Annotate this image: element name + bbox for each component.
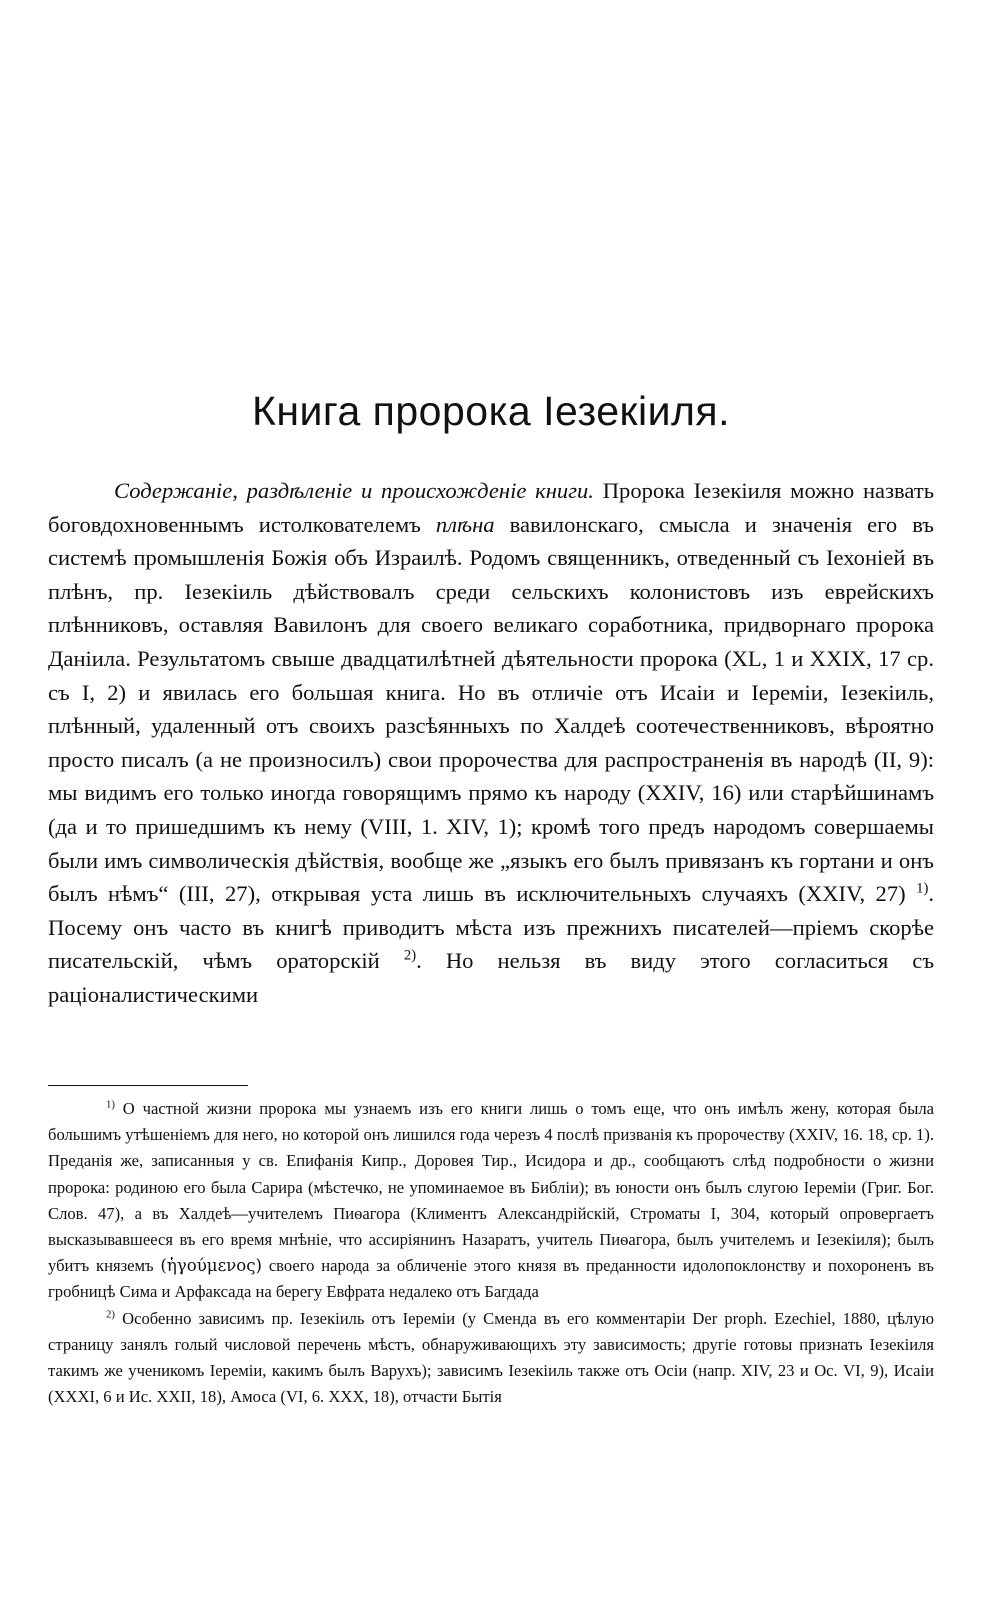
footnotes <box>48 1096 934 1410</box>
footnote-text: Особенно зависимъ пр. Іезекіиль отъ Іереміи (у Сменда въ его комментаріи Der proph. Ezechiel, 1880, цѣлую страницу занялъ голый числовой перечень мѣстъ, обнаруживающихъ эту зависимость; другіе готовы признать Іезекіиля такимъ же ученикомъ Іереміи, какимъ былъ Варухъ); зависимъ Іезекіиль также отъ Осіи (напр. XIV, 23 и Ос. VI, 9), Исаіи (XXXI, 6 и Ис. XXII, 18), Амоса (VI, 6. XXX, 18), отчасти Бытія <box>48 1308 934 1407</box>
main-italic-word: плѣна <box>435 511 495 537</box>
section-heading-italic: Содержаніе, раздѣленіе и происхожденіе книги. <box>114 478 594 503</box>
footnote-divider <box>48 1085 248 1086</box>
main-text-3: . Посему онъ часто въ книгѣ приводитъ мѣста изъ прежнихъ писателей—пріемъ скорѣе писательскій, чѣмъ ораторскій <box>48 881 934 974</box>
main-text-1: Пророка Іезекіиля можно назвать боговдохновеннымъ истолкователемъ <box>48 478 935 537</box>
footnote-text: О частной жизни пророка мы узнаемъ изъ его книги лишь о томъ еще, что онъ имѣлъ жену, которая была большимъ утѣшеніемъ для него, но которой онъ лишился года черезъ 4 послѣ призванія къ пророчеству (XXIV, 16. 18, ср. 1). Преданія же, записанныя у св. Епифанія Кипр., Доровея Тир., Исидора и др., сообщаютъ слѣд подробности о жизни пророка: родиною его была Сарира (мѣстечко, не упоминаемое въ Библіи); въ юности онъ былъ слугою Іереміи (Григ. Бог. Слов. 47), а въ Халдеѣ—учителемъ Пиѳагора (Климентъ Александрійскій, Строматы I, 304, который опровергаетъ высказывавшееся въ его время мнѣніе, что ассиріянинъ Назаратъ, учитель Пиѳагора, былъ учителемъ и Іезекіиля); былъ убитъ княземъ <box>48 1099 934 1276</box>
footnote-greek: (ἡγούμενος) <box>160 1256 263 1276</box>
footnote-2 <box>48 1306 934 1411</box>
footnote-1 <box>48 1096 934 1306</box>
main-text-4: . Но нельзя въ виду этого согласиться съ раціоналистическими <box>48 948 934 1007</box>
main-paragraph <box>48 474 934 1012</box>
footnote-text-cont: своего народа за обличеніе этого князя въ преданности идолопоклонству и похороненъ въ гробницѣ Сима и Арфаксада на берегу Евфрата недалеко отъ Багдада <box>48 1256 934 1302</box>
main-text-2: вавилонскаго, смысла и значенія его въ системѣ промышленія Божія объ Израилѣ. Родомъ священникъ, отведенный съ Іехоніей въ плѣнъ, пр. Іезекіиль дѣйствовалъ среди сельскихъ колонистовъ изъ еврейскихъ плѣнниковъ, оставляя Вавилонъ для своего великаго соработника, придворнаго пророка Даніила. Результатомъ свыше двадцатилѣтней дѣятельности пророка (XL, 1 и XXIX, 17 ср. съ I, 2) и явилась его большая книга. Но въ отличіе отъ Исаіи и Іереміи, Іезекіиль, плѣнный, удаленный отъ своихъ разсѣянныхъ по Халдеѣ соотечественниковъ, вѣроятно просто писалъ (а не произносилъ) свои пророчества для распространенія въ народѣ (II, 9): мы видимъ его только иногда говорящимъ прямо къ народу (XXIV, 16) или старѣйшинамъ (да и то пришедшимъ къ нему (VIII, 1. XIV, 1); кромѣ того предъ народомъ совершаемы были имъ символическія дѣйствія, вообще же „языкъ его былъ привязанъ къ гортани и онъ былъ нѣмъ“ (III, 27), открывая уста лишь въ исключительныхъ случаяхъ (XXIV, 27) <box>48 511 934 907</box>
footnote-ref-2: 2) <box>403 947 417 964</box>
footnote-mark: 2) <box>106 1308 115 1321</box>
footnote-ref-1: 1) <box>916 880 929 897</box>
footnote-mark: 1) <box>106 1098 115 1111</box>
book-page <box>48 0 934 1611</box>
chapter-title: Книга пророка Іезекіиля. <box>251 388 730 434</box>
